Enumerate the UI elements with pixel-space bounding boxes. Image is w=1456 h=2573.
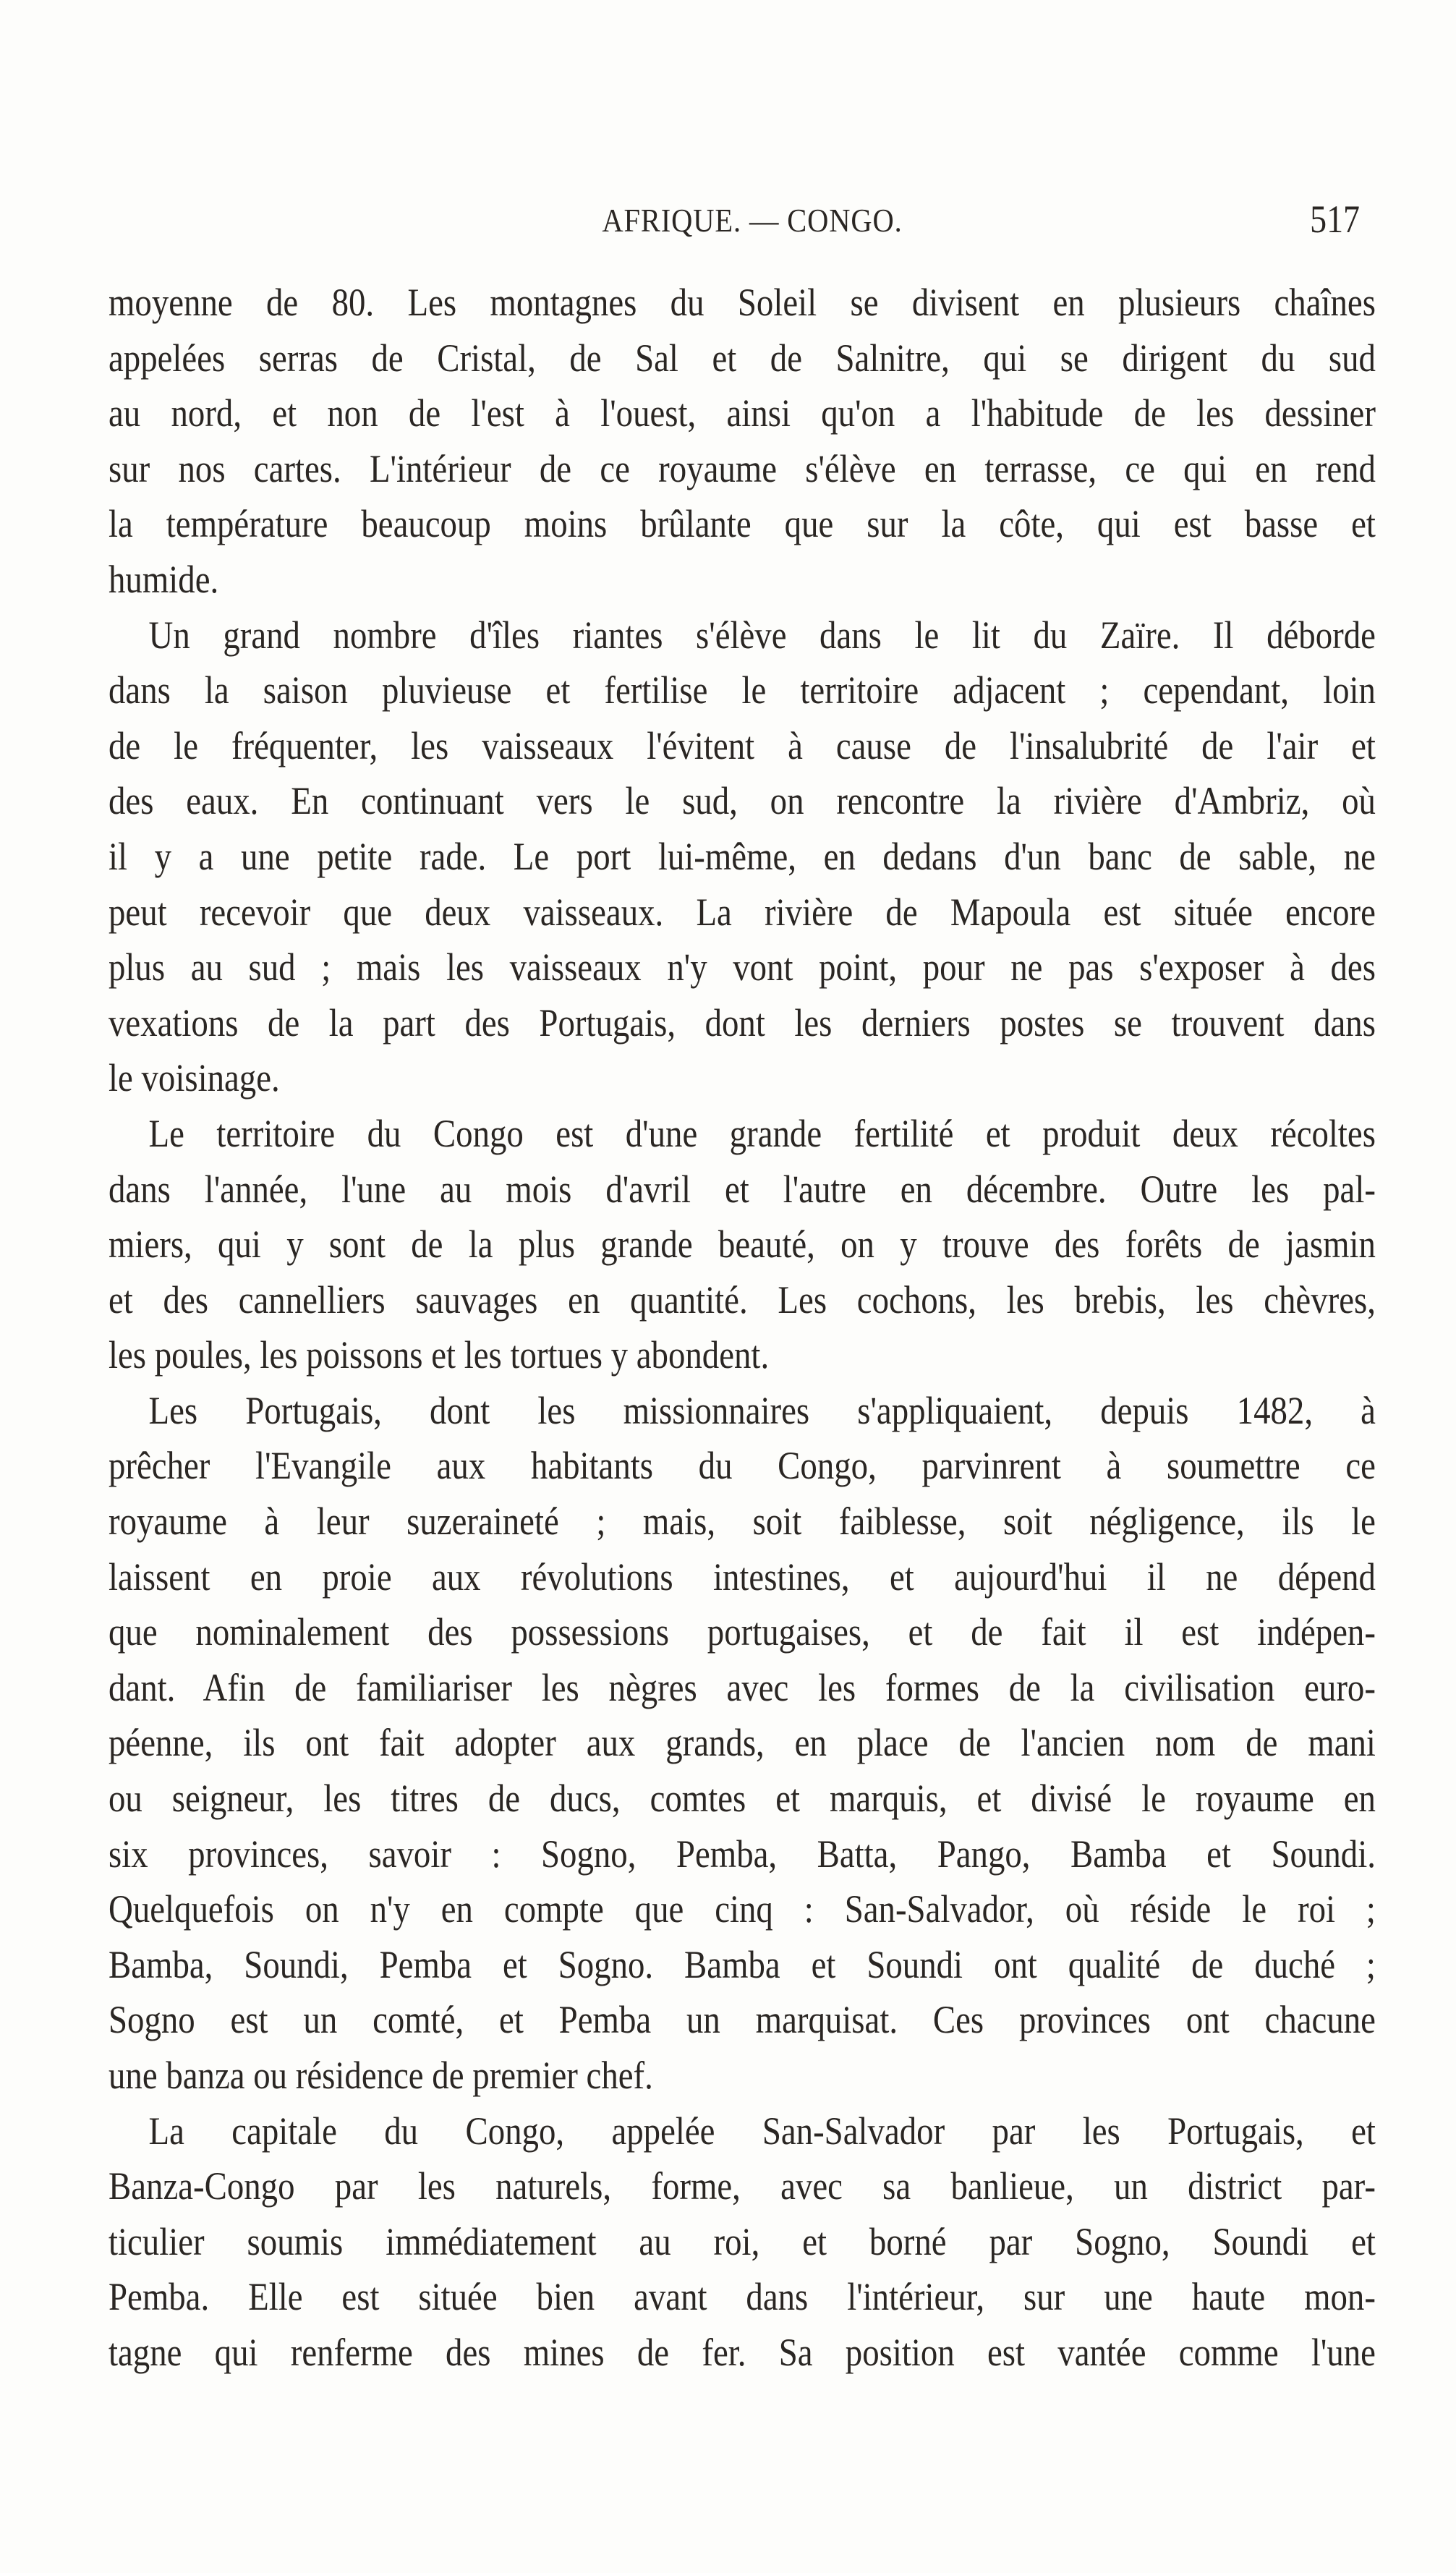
- text-line: [108, 1217, 1376, 1272]
- text-line: [108, 386, 1376, 441]
- text-line: [108, 1604, 1376, 1660]
- text-line: [108, 2048, 1376, 2104]
- text-line: [108, 885, 1376, 940]
- text-line: [108, 1162, 1376, 1217]
- text-line: [108, 829, 1376, 885]
- text-line: [108, 718, 1376, 774]
- text-line-content: royaume à leur suzeraineté ; mais, soit faiblesse, soit négligence, ils le: [108, 1500, 1376, 1544]
- text-line: [108, 441, 1376, 497]
- text-line: [108, 995, 1376, 1051]
- text-line: [108, 1272, 1376, 1328]
- text-line-content: moyenne de 80. Les montagnes du Soleil se divisent en plusieurs chaînes: [108, 281, 1376, 324]
- text-line-content: six provinces, savoir : Sogno, Pemba, Batta, Pango, Bamba et Soundi.: [108, 1832, 1376, 1876]
- text-line: [108, 1383, 1376, 1439]
- text-line-content: dant. Afin de familiariser les nègres avec les formes de la civilisation euro-: [108, 1665, 1376, 1709]
- text-line-content: humide.: [108, 557, 219, 601]
- text-line-content: prêcher l'Evangile aux habitants du Congo, parvinrent à soumettre ce: [108, 1444, 1376, 1488]
- text-line: [108, 608, 1376, 663]
- text-line-content: Pemba. Elle est située bien avant dans l'intérieur, sur une haute mon-: [108, 2275, 1376, 2319]
- text-line: [108, 2325, 1376, 2381]
- text-line: [108, 663, 1376, 718]
- text-line: [108, 1494, 1376, 1549]
- text-line-content: vexations de la part des Portugais, dont les derniers postes se trouvent dans: [108, 1000, 1376, 1045]
- text-line: [108, 2214, 1376, 2270]
- text-line: [108, 1826, 1376, 1882]
- text-line-content: laissent en proie aux révolutions intestines, et aujourd'hui il ne dépend: [108, 1555, 1376, 1599]
- text-line-content: une banza ou résidence de premier chef.: [108, 2054, 653, 2097]
- text-line-content: tagne qui renferme des mines de fer. Sa position est vantée comme l'une: [108, 2330, 1376, 2374]
- text-line: [108, 2269, 1376, 2325]
- text-line-content: ticulier soumis immédiatement au roi, et borné par Sogno, Soundi et: [108, 2219, 1376, 2263]
- body-text: [108, 275, 1376, 2381]
- text-line: [108, 1771, 1376, 1826]
- running-title: AFRIQUE. — CONGO.: [602, 202, 903, 239]
- text-line: [108, 773, 1376, 829]
- text-line-content: plus au sud ; mais les vaisseaux n'y vont point, pour ne pas s'exposer à des: [108, 945, 1376, 990]
- text-line-content: Quelquefois on n'y en compte que cinq : San-Salvador, où réside le roi ;: [108, 1887, 1376, 1931]
- text-line: [108, 1327, 1376, 1383]
- text-line: [108, 552, 1376, 608]
- text-line-content: ou seigneur, les titres de ducs, comtes et marquis, et divisé le royaume en: [108, 1777, 1376, 1821]
- text-line-content: Les Portugais, dont les missionnaires s'appliquaient, depuis 1482, à: [148, 1388, 1376, 1432]
- text-line: [108, 2104, 1376, 2159]
- text-line: [108, 1106, 1376, 1162]
- text-line: [108, 1715, 1376, 1771]
- text-line: [108, 496, 1376, 552]
- text-line-content: les poules, les poissons et les tortues y abondent.: [108, 1333, 770, 1377]
- text-line: [108, 1937, 1376, 1993]
- page-number: 517: [1310, 197, 1360, 241]
- page-header: [145, 197, 1360, 252]
- text-line-content: le voisinage.: [108, 1056, 280, 1100]
- text-line-content: miers, qui y sont de la plus grande beauté, on y trouve des forêts de jasmin: [108, 1222, 1376, 1267]
- text-line: [108, 1549, 1376, 1605]
- text-line-content: et des cannelliers sauvages en quantité. Les cochons, les brebis, les chèvres,: [108, 1277, 1376, 1322]
- text-line-content: dans la saison pluvieuse et fertilise le territoire adjacent ; cependant, loin: [108, 668, 1376, 713]
- text-line-content: Sogno est un comté, et Pemba un marquisat. Ces provinces ont chacune: [108, 1998, 1376, 2042]
- text-line-content: des eaux. En continuant vers le sud, on rencontre la rivière d'Ambriz, où: [108, 779, 1376, 823]
- text-line: [108, 1881, 1376, 1937]
- text-line-content: La capitale du Congo, appelée San-Salvador par les Portugais, et: [148, 2109, 1376, 2153]
- text-line: [108, 1050, 1376, 1106]
- text-line: [108, 1438, 1376, 1494]
- text-line: [108, 940, 1376, 995]
- text-line-content: de le fréquenter, les vaisseaux l'évitent à cause de l'insalubrité de l'air et: [108, 723, 1376, 767]
- text-line-content: sur nos cartes. L'intérieur de ce royaume s'élève en terrasse, ce qui en rend: [108, 446, 1376, 490]
- text-line-content: il y a une petite rade. Le port lui-même, en dedans d'un banc de sable, ne: [108, 834, 1376, 878]
- text-line: [108, 275, 1376, 331]
- text-line-content: la température beaucoup moins brûlante que sur la côte, qui est basse et: [108, 502, 1376, 546]
- text-line: [108, 2159, 1376, 2214]
- text-line-content: Banza-Congo par les naturels, forme, avec sa banlieue, un district par-: [108, 2164, 1376, 2208]
- text-line-content: appelées serras de Cristal, de Sal et de Salnitre, qui se dirigent du sud: [108, 336, 1376, 380]
- text-line-content: péenne, ils ont fait adopter aux grands, en place de l'ancien nom de mani: [108, 1721, 1376, 1765]
- text-line: [108, 331, 1376, 386]
- text-line-content: que nominalement des possessions portugaises, et de fait il est indépen-: [108, 1610, 1376, 1654]
- text-line-content: dans l'année, l'une au mois d'avril et l'autre en décembre. Outre les pal-: [108, 1167, 1376, 1211]
- text-line-content: Bamba, Soundi, Pemba et Sogno. Bamba et Soundi ont qualité de duché ;: [108, 1942, 1376, 1986]
- text-line-content: Un grand nombre d'îles riantes s'élève dans le lit du Zaïre. Il déborde: [148, 613, 1376, 657]
- text-line-content: peut recevoir que deux vaisseaux. La rivière de Mapoula est située encore: [108, 890, 1376, 934]
- text-line: [108, 1660, 1376, 1716]
- text-line-content: Le territoire du Congo est d'une grande fertilité et produit deux récoltes: [148, 1111, 1376, 1155]
- text-line: [108, 1992, 1376, 2048]
- text-line-content: au nord, et non de l'est à l'ouest, ainsi qu'on a l'habitude de les dessiner: [108, 391, 1376, 435]
